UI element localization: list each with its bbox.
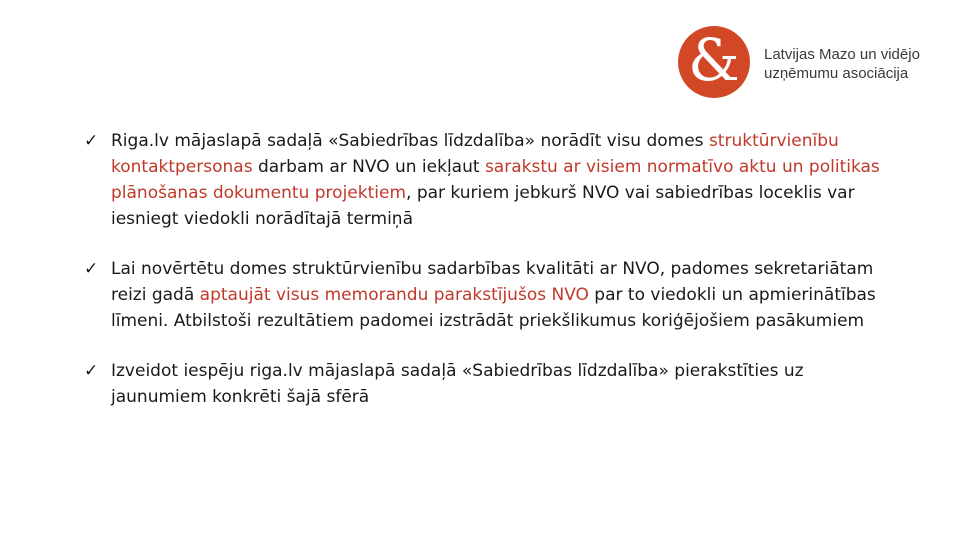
logo-text [764,45,920,83]
association-logo [678,22,928,98]
bullet-highlight: aptaujāt visus memorandu parakstījušos NVO [199,285,589,305]
logo-text-line2: uzņēmumu asociācija [764,65,909,82]
bullet-text-part: Lai novērtētu domes struktūrvienību sadarbības kvalitāti ar NVO, padomes sekretariātam reizi gadā [111,259,874,305]
bullet-text [111,358,904,410]
checkmark-icon: ✓ [84,259,99,279]
bullet-text-part: Izveidot iespēju riga.lv mājaslapā sadaļā «Sabiedrības līdzdalība» pierakstīties uz jaunumiem konkrēti šajā sfērā [111,361,804,407]
bullet-item [84,128,904,232]
bullet-highlight: struktūrvienību kontaktpersonas [111,131,839,177]
bullet-text-part: , par kuriem jebkurš NVO vai sabiedrības loceklis var iesniegt viedokli norādītajā termiņā [111,183,855,229]
checkmark-icon: ✓ [84,361,99,381]
bullet-item [84,358,904,410]
bullet-highlight: sarakstu ar visiem normatīvo aktu un politikas plānošanas dokumentu projektiem [111,157,880,203]
bullet-text [111,128,904,232]
bullet-item [84,256,904,334]
logo-circle [678,26,750,98]
ampersand-logo-icon: & [688,26,740,94]
bullet-list [84,128,904,434]
bullet-text-part: Riga.lv mājaslapā sadaļā «Sabiedrības līdzdalība» norādīt visu domes [111,131,709,151]
checkmark-icon: ✓ [84,131,99,151]
bullet-text-part: darbam ar NVO un iekļaut [252,157,485,177]
logo-text-line1: Latvijas Mazo un vidējo [764,46,920,63]
bullet-text [111,256,904,334]
bullet-text-part: par to viedokli un apmierinātības līmeni. Atbilstoši rezultātiem padomei izstrādāt priekšlikumus koriģējošiem pasākumiem [111,285,876,331]
